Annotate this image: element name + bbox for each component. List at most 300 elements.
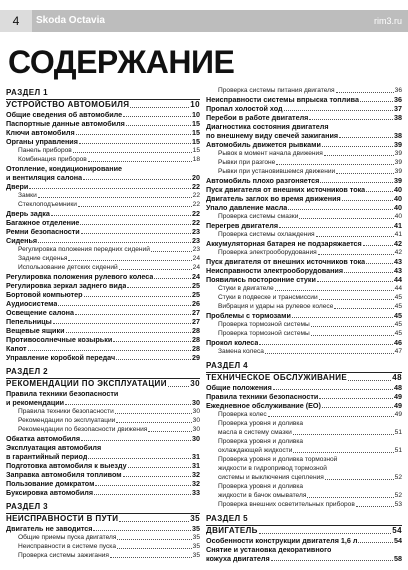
dot-leader bbox=[151, 251, 192, 252]
entry-page-number: 48 bbox=[392, 373, 402, 382]
toc-entry[interactable] bbox=[6, 398, 200, 407]
toc-entry[interactable] bbox=[6, 443, 200, 452]
entry-text: Правила техники безопасности bbox=[206, 392, 319, 401]
page-number: 4 bbox=[0, 10, 32, 32]
entry-page-number: 30 bbox=[192, 417, 200, 424]
toc-left-column bbox=[6, 86, 200, 560]
dot-leader bbox=[75, 314, 191, 315]
entry-text: Проверка системы зажигания bbox=[18, 552, 109, 559]
toc-entry[interactable] bbox=[6, 317, 200, 326]
toc-entry[interactable] bbox=[206, 95, 402, 104]
entry-text: Двигатель заглох во время движения bbox=[206, 194, 341, 203]
toc-subentry[interactable] bbox=[6, 146, 200, 155]
entry-page-number: 28 bbox=[192, 344, 200, 353]
dot-leader bbox=[115, 413, 192, 414]
toc-entry[interactable] bbox=[206, 275, 402, 284]
toc-subentry[interactable] bbox=[206, 473, 402, 482]
toc-entry[interactable] bbox=[6, 461, 200, 470]
entry-page-number: 30 bbox=[190, 379, 200, 388]
entry-page-number: 38 bbox=[394, 131, 402, 140]
entry-text: Использование детских сидений bbox=[18, 264, 118, 271]
dot-leader bbox=[288, 209, 393, 210]
entry-text: Проверка тормозной системы bbox=[218, 321, 310, 328]
entry-text: ДВИГАТЕЛЬ bbox=[206, 526, 258, 535]
toc-subentry[interactable] bbox=[206, 428, 402, 437]
toc-entry[interactable] bbox=[6, 173, 200, 182]
dot-leader bbox=[38, 197, 192, 198]
toc-entry[interactable] bbox=[6, 290, 200, 299]
section-label: РАЗДЕЛ 4 bbox=[206, 361, 248, 370]
entry-text: Проверка колес bbox=[218, 411, 267, 418]
entry-text: Правила техники безопасности bbox=[6, 389, 119, 398]
toc-subentry[interactable] bbox=[206, 212, 402, 221]
section-title[interactable] bbox=[206, 373, 402, 383]
entry-text: Проверка уровня и доливка bbox=[218, 420, 304, 427]
entry-page-number: 22 bbox=[192, 209, 200, 218]
entry-text: Задние сиденья bbox=[18, 255, 68, 262]
entry-page-number: 23 bbox=[192, 236, 200, 245]
toc-entry[interactable] bbox=[206, 554, 402, 563]
entry-page-number: 27 bbox=[192, 317, 200, 326]
entry-text: Перебои в работе двигателя bbox=[206, 113, 309, 122]
entry-text: Замена колеса bbox=[218, 348, 264, 355]
entry-page-number: 53 bbox=[394, 501, 402, 508]
dot-leader bbox=[307, 497, 393, 498]
entry-page-number: 10 bbox=[190, 100, 200, 109]
entry-page-number: 36 bbox=[394, 95, 402, 104]
dot-leader bbox=[324, 155, 394, 156]
dot-leader bbox=[154, 278, 191, 279]
dot-leader bbox=[93, 530, 191, 531]
entry-text: Рывки при разгоне bbox=[218, 159, 276, 166]
page-title: СОДЕРЖАНИЕ bbox=[8, 44, 235, 80]
toc-entry[interactable] bbox=[206, 545, 402, 554]
toc-subentry[interactable] bbox=[6, 542, 200, 551]
dot-leader bbox=[319, 299, 394, 300]
entry-page-number: 51 bbox=[394, 447, 402, 454]
entry-page-number: 35 bbox=[192, 534, 200, 541]
entry-page-number: 24 bbox=[192, 255, 200, 262]
entry-page-number: 22 bbox=[192, 218, 200, 227]
dot-leader bbox=[275, 290, 394, 291]
entry-text: Освещение салона bbox=[6, 308, 75, 317]
entry-page-number: 39 bbox=[394, 159, 402, 166]
dot-leader bbox=[68, 260, 191, 261]
dot-leader bbox=[128, 467, 191, 468]
dot-leader bbox=[123, 116, 191, 117]
dot-leader bbox=[317, 281, 393, 282]
toc-entry[interactable] bbox=[206, 203, 402, 212]
toc-entry[interactable] bbox=[206, 266, 402, 275]
entry-page-number: 45 bbox=[394, 303, 402, 310]
entry-text: Регулировка зеркал заднего вида bbox=[6, 281, 127, 290]
entry-text: Проверка системы смазки bbox=[218, 213, 299, 220]
dot-leader bbox=[259, 533, 391, 534]
entry-text: Аккумуляторная батарея не подзаряжается bbox=[206, 239, 362, 248]
toc-subentry[interactable] bbox=[206, 248, 402, 257]
dot-leader bbox=[81, 233, 191, 234]
entry-text: Проверка уровня и доливка bbox=[218, 438, 304, 445]
dot-leader bbox=[51, 215, 191, 216]
toc-entry[interactable] bbox=[6, 137, 200, 146]
entry-text: Проблемы с тормозами bbox=[206, 311, 291, 320]
entry-text: Рывки при установившемся движении bbox=[218, 168, 336, 175]
toc-entry[interactable] bbox=[206, 221, 402, 230]
dot-leader bbox=[58, 305, 191, 306]
toc-subentry[interactable] bbox=[206, 437, 402, 446]
toc-entry[interactable] bbox=[206, 257, 402, 266]
toc-subentry[interactable] bbox=[206, 482, 402, 491]
toc-entry[interactable] bbox=[206, 311, 402, 320]
entry-text: Общие приемы пуска двигателя bbox=[18, 534, 117, 541]
entry-text: Комбинация приборов bbox=[18, 156, 87, 163]
entry-page-number: 45 bbox=[394, 321, 402, 328]
entry-text: Ключи автомобиля bbox=[6, 128, 75, 137]
entry-page-number: 51 bbox=[394, 429, 402, 436]
entry-text: Пепельницы bbox=[6, 317, 52, 326]
dot-leader bbox=[119, 269, 192, 270]
entry-text: Ремни безопасности bbox=[6, 227, 80, 236]
section-title[interactable] bbox=[6, 379, 200, 389]
toc-entry[interactable] bbox=[206, 338, 402, 347]
toc-entry[interactable] bbox=[206, 122, 402, 131]
toc-entry[interactable] bbox=[6, 335, 200, 344]
dot-leader bbox=[110, 557, 192, 558]
toc-entry[interactable] bbox=[6, 524, 200, 533]
dot-leader bbox=[148, 431, 191, 432]
entry-text: Проверка системы охлаждения bbox=[218, 231, 315, 238]
dot-leader bbox=[259, 344, 393, 345]
entry-text: РЕКОМЕНДАЦИИ ПО ЭКСПЛУАТАЦИИ bbox=[6, 379, 167, 388]
toc-subentry[interactable] bbox=[6, 263, 200, 272]
entry-page-number: 35 bbox=[190, 514, 200, 523]
toc-entry[interactable] bbox=[206, 239, 402, 248]
toc-entry[interactable] bbox=[206, 185, 402, 194]
dot-leader bbox=[356, 506, 394, 507]
dot-leader bbox=[316, 236, 394, 237]
entry-page-number: 49 bbox=[394, 401, 402, 410]
entry-text: Вибрация и удары на рулевое колесе bbox=[218, 303, 334, 310]
entry-page-number: 42 bbox=[394, 249, 402, 256]
entry-text: Дверь задка bbox=[6, 209, 50, 218]
dot-leader bbox=[273, 389, 393, 390]
entry-text: Двигатель не заводится bbox=[6, 524, 93, 533]
dot-leader bbox=[311, 326, 394, 327]
entry-page-number: 35 bbox=[192, 552, 200, 559]
dot-leader bbox=[299, 218, 393, 219]
toc-subentry[interactable] bbox=[206, 500, 402, 509]
entry-page-number: 15 bbox=[192, 119, 200, 128]
toc-subentry[interactable] bbox=[206, 419, 402, 428]
dot-leader bbox=[322, 407, 393, 408]
toc-entry[interactable] bbox=[6, 227, 200, 236]
toc-subentry[interactable] bbox=[206, 320, 402, 329]
toc-entry[interactable] bbox=[6, 434, 200, 443]
entry-text: Появились посторонние стуки bbox=[206, 275, 316, 284]
dot-leader bbox=[126, 125, 191, 126]
entry-text: НЕИСПРАВНОСТИ В ПУТИ bbox=[6, 514, 119, 523]
entry-page-number: 46 bbox=[394, 338, 402, 347]
dot-leader bbox=[83, 179, 191, 180]
toc-subentry[interactable] bbox=[206, 149, 402, 158]
dot-leader bbox=[325, 479, 394, 480]
entry-page-number: 30 bbox=[192, 398, 200, 407]
toc-entry[interactable] bbox=[6, 164, 200, 173]
entry-page-number: 33 bbox=[192, 488, 200, 497]
toc-entry[interactable] bbox=[6, 479, 200, 488]
section-gap bbox=[6, 497, 200, 500]
toc-entry[interactable] bbox=[6, 326, 200, 335]
section-gap bbox=[206, 356, 402, 359]
toc-entry[interactable] bbox=[206, 401, 402, 410]
entry-text: Проверка уровня и доливка тормозной bbox=[218, 456, 338, 463]
entry-page-number: 47 bbox=[394, 348, 402, 355]
dot-leader bbox=[73, 152, 192, 153]
dot-leader bbox=[271, 560, 393, 561]
dot-leader bbox=[79, 143, 191, 144]
entry-page-number: 42 bbox=[394, 239, 402, 248]
entry-text: Управление коробкой передач bbox=[6, 353, 116, 362]
entry-text: Неисправности в системе пуска bbox=[18, 543, 117, 550]
entry-text: Органы управления bbox=[6, 137, 78, 146]
entry-text: Двери bbox=[6, 182, 29, 191]
toc-subentry[interactable] bbox=[206, 347, 402, 356]
dot-leader bbox=[65, 404, 191, 405]
toc-entry[interactable] bbox=[6, 344, 200, 353]
toc-entry[interactable] bbox=[206, 140, 402, 149]
toc-entry[interactable] bbox=[206, 392, 402, 401]
dot-leader bbox=[363, 245, 393, 246]
entry-text: Бортовой компьютер bbox=[6, 290, 83, 299]
dot-leader bbox=[342, 200, 393, 201]
toc-subentry[interactable] bbox=[206, 167, 402, 176]
toc-subentry[interactable] bbox=[6, 155, 200, 164]
toc-entry[interactable] bbox=[6, 182, 200, 191]
toc-entry[interactable] bbox=[6, 209, 200, 218]
entry-text: жидкости в бачок омывателя bbox=[218, 492, 307, 499]
entry-text: Аудиосистема bbox=[6, 299, 58, 308]
dot-leader bbox=[130, 107, 189, 108]
toc-entry[interactable] bbox=[206, 113, 402, 122]
entry-page-number: 27 bbox=[192, 308, 200, 317]
dot-leader bbox=[293, 434, 394, 435]
entry-text: Пропал холостой ход bbox=[206, 104, 283, 113]
entry-page-number: 44 bbox=[394, 275, 402, 284]
toc-entry[interactable] bbox=[6, 470, 200, 479]
toc-subentry[interactable] bbox=[206, 410, 402, 419]
section-title[interactable] bbox=[206, 526, 402, 536]
section-title[interactable] bbox=[6, 100, 200, 110]
entry-page-number: 45 bbox=[394, 330, 402, 337]
toc-subentry[interactable] bbox=[206, 302, 402, 311]
entry-page-number: 38 bbox=[394, 113, 402, 122]
dot-leader bbox=[339, 137, 393, 138]
toc-subentry[interactable] bbox=[206, 455, 402, 464]
entry-text: Багажное отделение bbox=[6, 218, 80, 227]
toc-entry[interactable] bbox=[6, 281, 200, 290]
toc-entry[interactable] bbox=[6, 236, 200, 245]
entry-page-number: 25 bbox=[192, 290, 200, 299]
entry-text: Стуки в двигателе bbox=[218, 285, 274, 292]
toc-entry[interactable] bbox=[206, 194, 402, 203]
site-name: rim3.ru bbox=[373, 16, 402, 26]
entry-page-number: 40 bbox=[394, 203, 402, 212]
dot-leader bbox=[360, 101, 393, 102]
dot-leader bbox=[80, 224, 191, 225]
entry-page-number: 40 bbox=[394, 185, 402, 194]
entry-text: Вещевые ящики bbox=[6, 326, 65, 335]
toc-subentry[interactable] bbox=[206, 158, 402, 167]
toc-entry[interactable] bbox=[206, 383, 402, 392]
entry-page-number: 15 bbox=[192, 128, 200, 137]
toc-subentry[interactable] bbox=[206, 284, 402, 293]
section-title[interactable] bbox=[6, 514, 200, 524]
dot-leader bbox=[88, 161, 192, 162]
entry-text: Проверка электрооборудования bbox=[218, 249, 317, 256]
dot-leader bbox=[127, 287, 191, 288]
entry-page-number: 39 bbox=[394, 176, 402, 185]
toc-subentry[interactable] bbox=[206, 86, 402, 95]
toc-subentry[interactable] bbox=[6, 254, 200, 263]
toc-entry[interactable] bbox=[206, 536, 402, 545]
dot-leader bbox=[119, 521, 189, 522]
toc-subentry[interactable] bbox=[6, 425, 200, 434]
entry-text: Прокол колеса bbox=[206, 338, 259, 347]
toc-subentry[interactable] bbox=[6, 191, 200, 200]
toc-subentry[interactable] bbox=[6, 416, 200, 425]
entry-page-number: 22 bbox=[192, 201, 200, 208]
toc-entry[interactable] bbox=[6, 308, 200, 317]
entry-page-number: 41 bbox=[394, 231, 402, 238]
toc-subentry[interactable] bbox=[206, 491, 402, 500]
entry-text: кожуха двигателя bbox=[206, 554, 270, 563]
toc-entry[interactable] bbox=[206, 104, 402, 113]
entry-page-number: 39 bbox=[394, 140, 402, 149]
toc-subentry[interactable] bbox=[206, 464, 402, 473]
entry-text: Пуск двигателя от внешних источников тока bbox=[206, 257, 366, 266]
entry-text: Правила техники безопасности bbox=[18, 408, 114, 415]
dot-leader bbox=[292, 317, 393, 318]
dot-leader bbox=[53, 323, 191, 324]
toc-subentry[interactable] bbox=[6, 533, 200, 542]
dot-leader bbox=[29, 188, 191, 189]
entry-text: Сиденья bbox=[6, 236, 38, 245]
toc-entry[interactable] bbox=[6, 353, 200, 362]
entry-text: Упало давление масла bbox=[206, 203, 288, 212]
dot-leader bbox=[88, 458, 191, 459]
toc-entry[interactable] bbox=[206, 131, 402, 140]
entry-page-number: 58 bbox=[394, 554, 402, 563]
toc-entry[interactable] bbox=[6, 218, 200, 227]
dot-leader bbox=[84, 296, 191, 297]
entry-text: Снятие и установка декоративного bbox=[206, 545, 332, 554]
entry-text: охлаждающей жидкости bbox=[218, 447, 293, 454]
section-gap bbox=[206, 509, 402, 512]
dot-leader bbox=[268, 416, 394, 417]
entry-page-number: 18 bbox=[192, 156, 200, 163]
dot-leader bbox=[319, 398, 393, 399]
dot-leader bbox=[123, 476, 191, 477]
toc-entry[interactable] bbox=[6, 452, 200, 461]
dot-leader bbox=[116, 359, 191, 360]
entry-page-number: 20 bbox=[192, 173, 200, 182]
dot-leader bbox=[318, 254, 394, 255]
entry-page-number: 15 bbox=[192, 147, 200, 154]
entry-text: по внешнему виду свечей зажигания bbox=[206, 131, 339, 140]
dot-leader bbox=[334, 308, 393, 309]
entry-text: Неисправности системы впрыска топлива bbox=[206, 95, 359, 104]
toc-entry[interactable] bbox=[6, 389, 200, 398]
entry-page-number: 22 bbox=[192, 192, 200, 199]
entry-page-number: 48 bbox=[394, 383, 402, 392]
entry-text: Особенности конструкции двигателя 1,6 л bbox=[206, 536, 358, 545]
entry-text: Панель приборов bbox=[18, 147, 72, 154]
toc-entry[interactable] bbox=[206, 176, 402, 185]
section-label: РАЗДЕЛ 2 bbox=[6, 367, 48, 376]
entry-page-number: 29 bbox=[192, 353, 200, 362]
entry-text: и вентиляция салона bbox=[6, 173, 83, 182]
entry-page-number: 44 bbox=[394, 285, 402, 292]
entry-text: Неисправности электрооборудования bbox=[206, 266, 344, 275]
toc-entry[interactable] bbox=[6, 488, 200, 497]
entry-text: Паспортные данные автомобиля bbox=[6, 119, 125, 128]
toc-entry[interactable] bbox=[6, 299, 200, 308]
entry-text: Замки bbox=[18, 192, 37, 199]
toc-subentry[interactable] bbox=[6, 245, 200, 254]
entry-text: Ежедневное обслуживание (ЕО) bbox=[206, 401, 321, 410]
toc-subentry[interactable] bbox=[206, 230, 402, 239]
entry-page-number: 45 bbox=[394, 311, 402, 320]
entry-page-number: 35 bbox=[192, 524, 200, 533]
entry-text: Пуск двигателя от внешних источников тока bbox=[206, 185, 366, 194]
toc-entry[interactable] bbox=[6, 128, 200, 137]
toc-entry[interactable] bbox=[6, 110, 200, 119]
entry-text: Рекомендации по эксплуатации bbox=[18, 417, 116, 424]
entry-text: в гарантийный период bbox=[6, 452, 88, 461]
entry-text: Капот bbox=[6, 344, 27, 353]
toc-subentry[interactable] bbox=[6, 407, 200, 416]
entry-page-number: 28 bbox=[192, 335, 200, 344]
entry-text: Обкатка автомобиля bbox=[6, 434, 81, 443]
entry-page-number: 40 bbox=[394, 194, 402, 203]
entry-text: Буксировка автомобиля bbox=[6, 488, 94, 497]
toc-subentry[interactable] bbox=[206, 293, 402, 302]
entry-page-number: 49 bbox=[394, 392, 402, 401]
entry-page-number: 49 bbox=[394, 411, 402, 418]
dot-leader bbox=[116, 422, 191, 423]
entry-text: Перегрев двигателя bbox=[206, 221, 279, 230]
toc-subentry[interactable] bbox=[6, 551, 200, 560]
toc-entry[interactable] bbox=[6, 119, 200, 128]
dot-leader bbox=[117, 548, 192, 549]
entry-text: масла в систему смазки bbox=[218, 429, 292, 436]
dot-leader bbox=[336, 173, 393, 174]
entry-text: Проверка тормозной системы bbox=[218, 330, 310, 337]
entry-text: Проверка внешних осветительных приборов bbox=[218, 501, 355, 508]
toc-right-column bbox=[206, 86, 402, 563]
dot-leader bbox=[113, 341, 191, 342]
toc-subentry[interactable] bbox=[206, 446, 402, 455]
toc-subentry[interactable] bbox=[6, 200, 200, 209]
toc-entry[interactable] bbox=[6, 272, 200, 281]
section-gap bbox=[6, 362, 200, 365]
toc-subentry[interactable] bbox=[206, 329, 402, 338]
entry-text: Стуки в подвеске и трансмиссии bbox=[218, 294, 318, 301]
entry-text: Рекомендации по безопасности движения bbox=[18, 426, 148, 433]
entry-page-number: 24 bbox=[192, 264, 200, 271]
entry-page-number: 36 bbox=[394, 87, 402, 94]
dot-leader bbox=[320, 182, 393, 183]
